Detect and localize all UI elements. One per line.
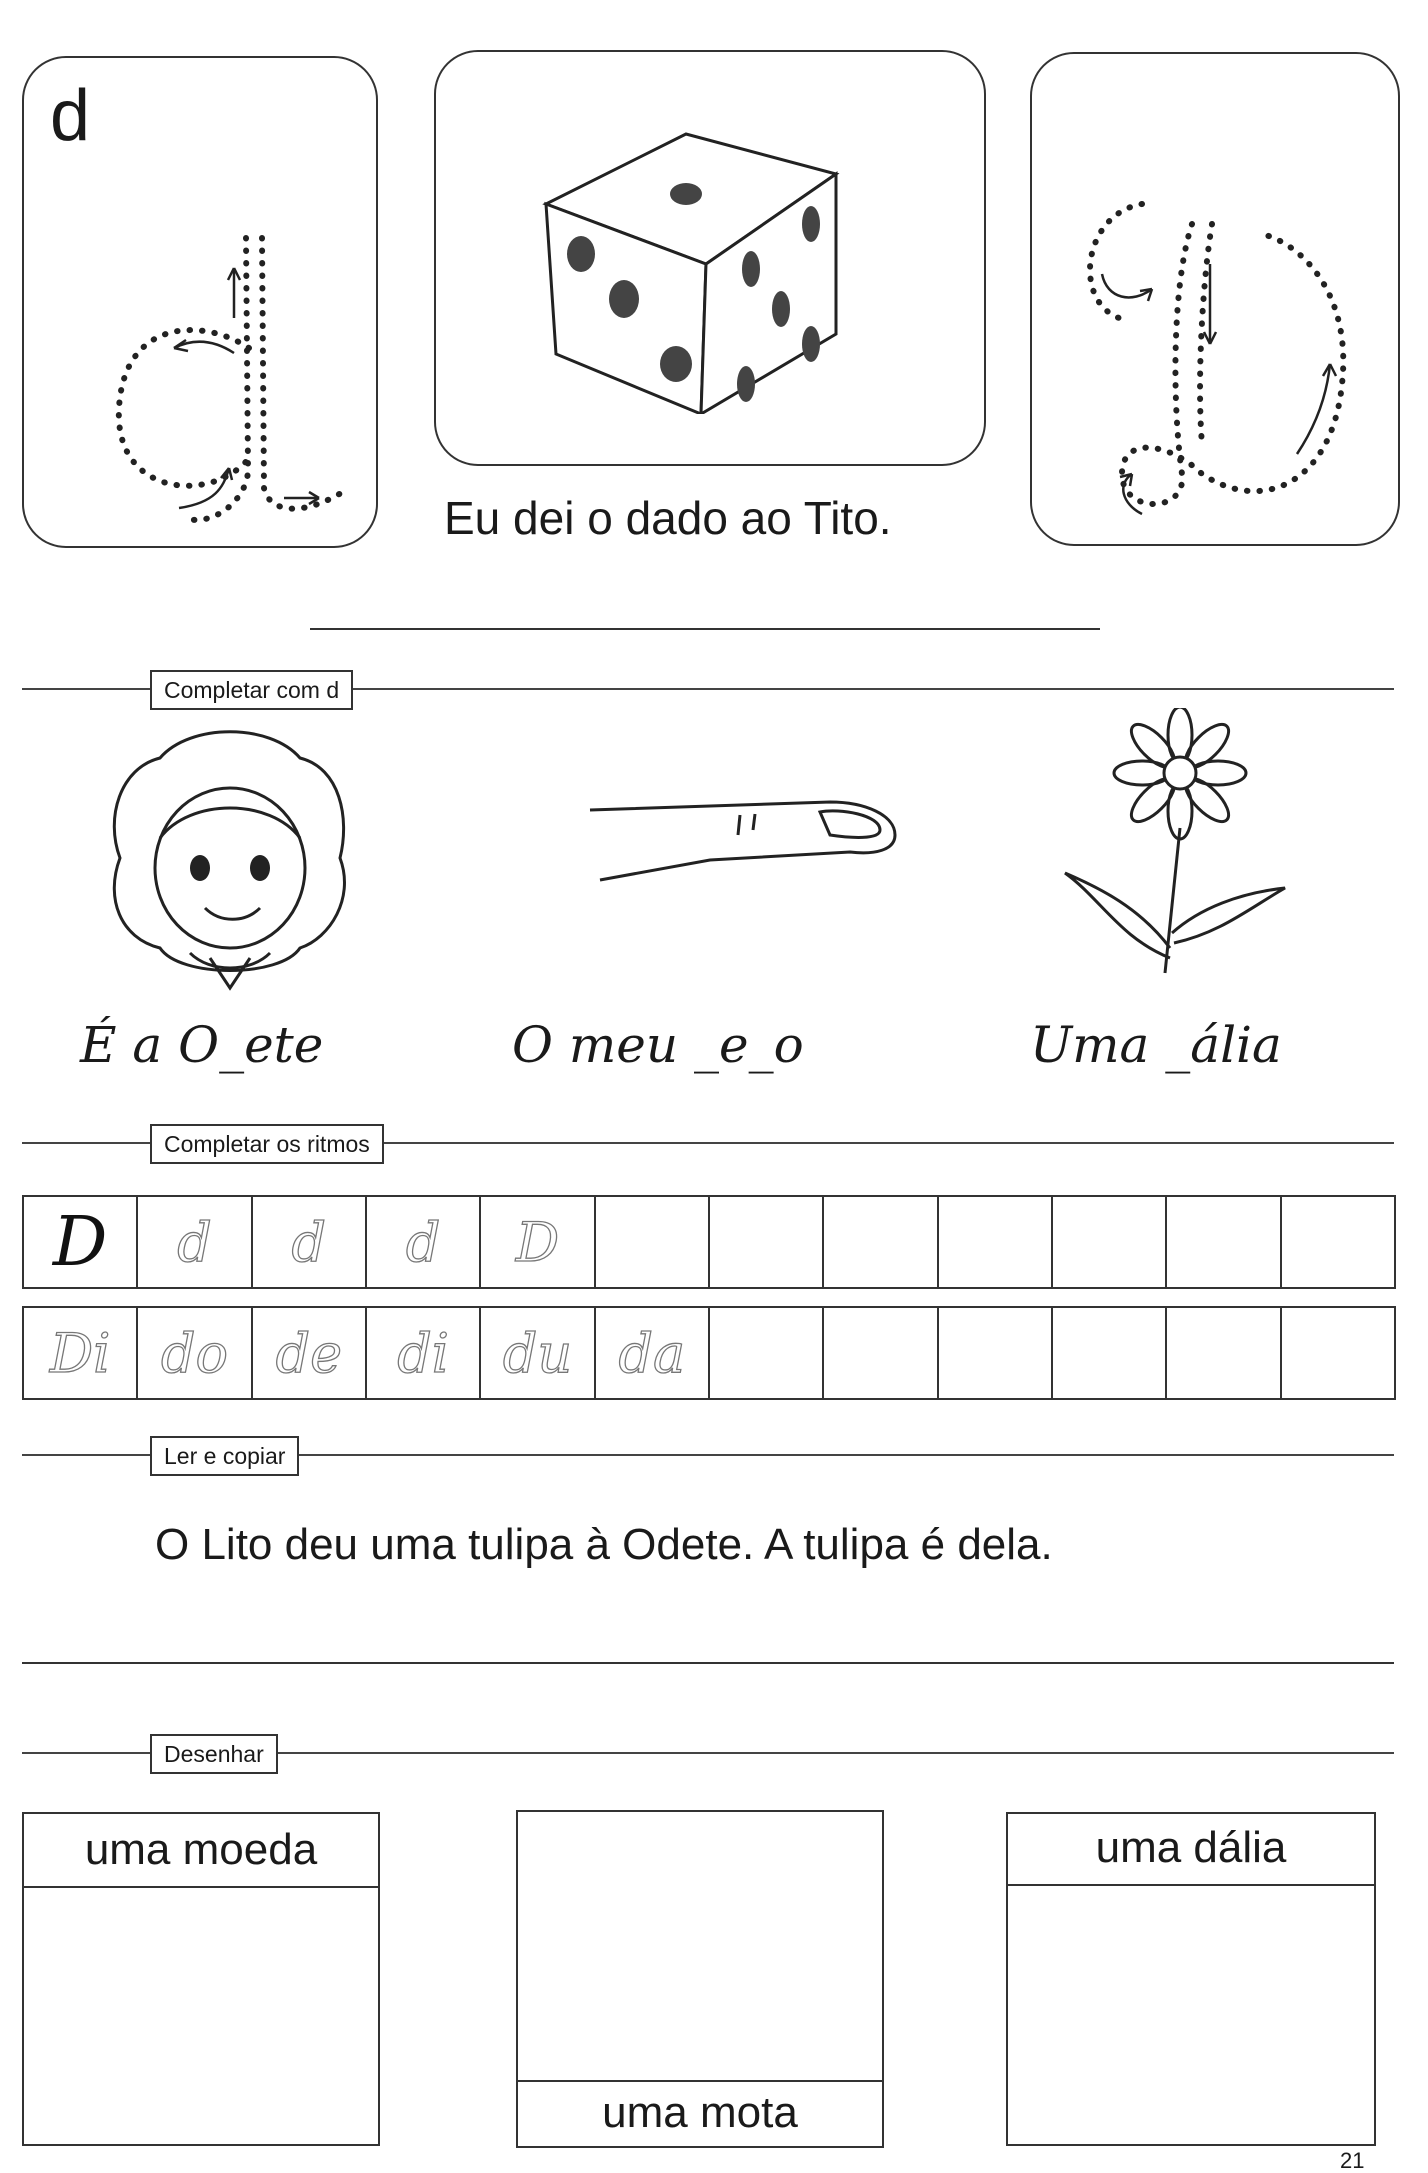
rhythm-cell[interactable] [1282,1197,1396,1289]
draw-box-label: uma moeda [84,1825,318,1874]
girl-face-icon [100,728,360,998]
rhythm-cell[interactable] [1167,1308,1281,1400]
section-label-read-copy: Ler e copiar [150,1436,299,1476]
lowercase-letter-card [22,56,378,548]
rhythm-cell[interactable]: d [253,1197,367,1289]
rhythm-grid-row-2 [22,1306,1396,1400]
rhythm-cell[interactable]: da [596,1308,710,1400]
rhythm-cell[interactable]: de [253,1308,367,1400]
draw-box-dahlia[interactable] [1006,1812,1376,2146]
rhythm-cell[interactable]: du [481,1308,595,1400]
label-divider [24,1886,378,1888]
rhythm-cell[interactable]: D [481,1197,595,1289]
rhythm-cell[interactable] [710,1197,824,1289]
complete-word-2: O meu _e_o [512,1016,804,1074]
rhythm-cell[interactable]: do [138,1308,252,1400]
rhythm-cell[interactable] [1282,1308,1396,1400]
draw-box-label: uma mota [602,2088,798,2137]
rhythm-cell[interactable] [596,1197,710,1289]
section-label-rhythms: Completar os ritmos [150,1124,384,1164]
draw-box-label: uma dália [1095,1823,1287,1872]
rhythm-cell[interactable]: d [367,1197,481,1289]
read-copy-sentence: O Lito deu uma tulipa à Odete. A tulipa é dela. [155,1520,1053,1569]
page-number: 21 [1340,2148,1365,2173]
complete-word-3: Uma _ália [1030,1016,1282,1074]
rhythm-cell[interactable] [824,1308,938,1400]
draw-box-motorbike[interactable] [516,1810,884,2148]
complete-word-1: É a O_ete [80,1016,324,1074]
dotted-D-trace-icon [1062,184,1382,534]
rhythm-grid-row-1 [22,1195,1396,1289]
finger-icon [580,790,900,910]
rhythm-cell: D [24,1197,138,1289]
top-sentence: Eu dei o dado ao Tito. [444,492,892,544]
dice-picture-card [434,50,986,466]
section-label-draw: Desenhar [150,1734,278,1774]
rhythm-cell[interactable] [710,1308,824,1400]
draw-box-coin[interactable] [22,1812,380,2146]
section-label-complete-d: Completar com d [150,670,353,710]
letter-label: d [50,76,91,156]
flower-icon [1060,708,1290,978]
label-divider [1008,1884,1374,1886]
copy-writing-line[interactable] [22,1662,1394,1664]
dotted-d-trace-icon [64,168,364,538]
label-divider [518,2080,882,2082]
rhythm-cell[interactable] [1167,1197,1281,1289]
rhythm-cell[interactable] [1053,1308,1167,1400]
top-writing-line[interactable] [310,628,1100,630]
rhythm-cell[interactable]: d [138,1197,252,1289]
dice-icon [536,94,876,414]
rhythm-cell[interactable] [939,1308,1053,1400]
uppercase-letter-card [1030,52,1400,546]
rhythm-cell[interactable] [939,1197,1053,1289]
rhythm-cell[interactable]: Di [24,1308,138,1400]
rhythm-cell[interactable] [824,1197,938,1289]
rhythm-cell[interactable]: di [367,1308,481,1400]
rhythm-cell[interactable] [1053,1197,1167,1289]
